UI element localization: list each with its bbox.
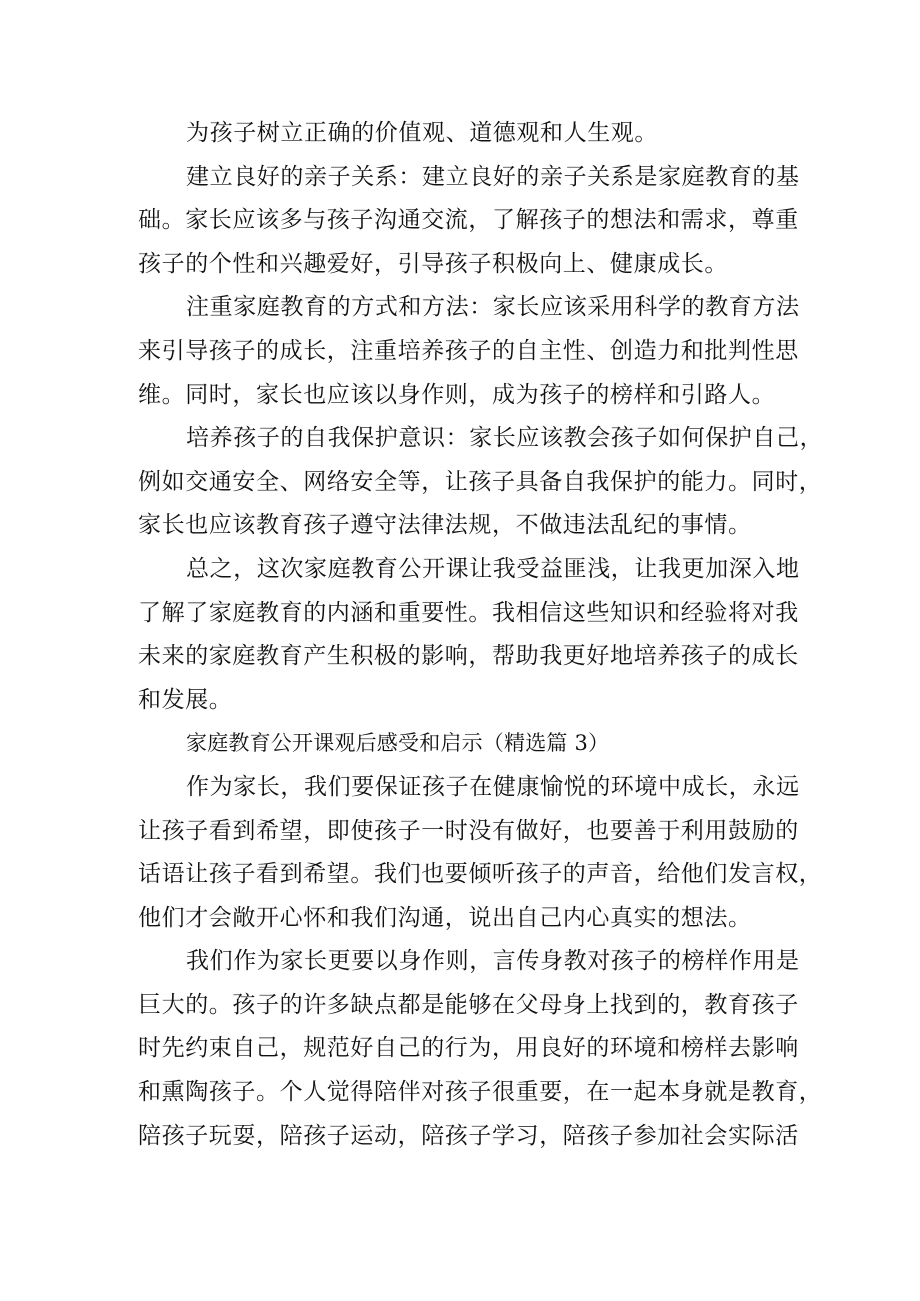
text-line: 陪孩子玩耍，陪孩子运动，陪孩子学习，陪孩子参加社会实际活 (138, 1122, 799, 1149)
text-line: 维。同时，家长也应该以身作则，成为孩子的榜样和引路人。 (138, 381, 776, 408)
text-line: 例如交通安全、网络安全等，让孩子具备自我保护的能力。同时， (138, 468, 823, 495)
text-line: 让孩子看到希望，即使孩子一时没有做好，也要善于利用鼓励的 (138, 817, 799, 844)
text-line: 注重家庭教育的方式和方法：家长应该采用科学的教育方法 (186, 294, 800, 321)
text-line: 家长也应该教育孩子遵守法律法规，不做违法乱纪的事情。 (138, 512, 752, 539)
text-line: 未来的家庭教育产生积极的影响，帮助我更好地培养孩子的成长 (138, 643, 799, 670)
text-line: 来引导孩子的成长，注重培养孩子的自主性、创造力和批判性思 (138, 337, 799, 364)
text-line: 作为家长，我们要保证孩子在健康愉悦的环境中成长，永远 (186, 773, 800, 800)
text-line: 培养孩子的自我保护意识：家长应该教会孩子如何保护自己， (186, 425, 824, 452)
text-line: 了解了家庭教育的内涵和重要性。我相信这些知识和经验将对我 (138, 599, 799, 626)
text-line: 建立良好的亲子关系：建立良好的亲子关系是家庭教育的基 (186, 163, 800, 190)
text-line: 话语让孩子看到希望。我们也要倾听孩子的声音，给他们发言权， (138, 861, 823, 888)
text-line: 总之，这次家庭教育公开课让我受益匪浅，让我更加深入地 (186, 555, 800, 582)
text-line: 和发展。 (138, 686, 233, 713)
text-line: 和熏陶孩子。个人觉得陪伴对孩子很重要，在一起本身就是教育， (138, 1079, 823, 1106)
text-line: 我们作为家长更要以身作则，言传身教对孩子的榜样作用是 (186, 948, 800, 975)
text-line: 孩子的个性和兴趣爱好，引导孩子积极向上、健康成长。 (138, 250, 728, 277)
section-heading: 家庭教育公开课观后感受和启示（精选篇 3） (186, 731, 610, 756)
text-line: 时先约束自己，规范好自己的行为，用良好的环境和榜样去影响 (138, 1035, 799, 1062)
document-body (138, 112, 824, 1158)
text-line: 为孩子树立正确的价值观、道德观和人生观。 (186, 120, 658, 146)
text-line: 他们才会敞开心怀和我们沟通，说出自己内心真实的想法。 (138, 904, 752, 931)
text-line: 础。家长应该多与孩子沟通交流，了解孩子的想法和需求，尊重 (138, 207, 799, 234)
text-line: 巨大的。孩子的许多缺点都是能够在父母身上找到的，教育孩子 (138, 991, 799, 1018)
